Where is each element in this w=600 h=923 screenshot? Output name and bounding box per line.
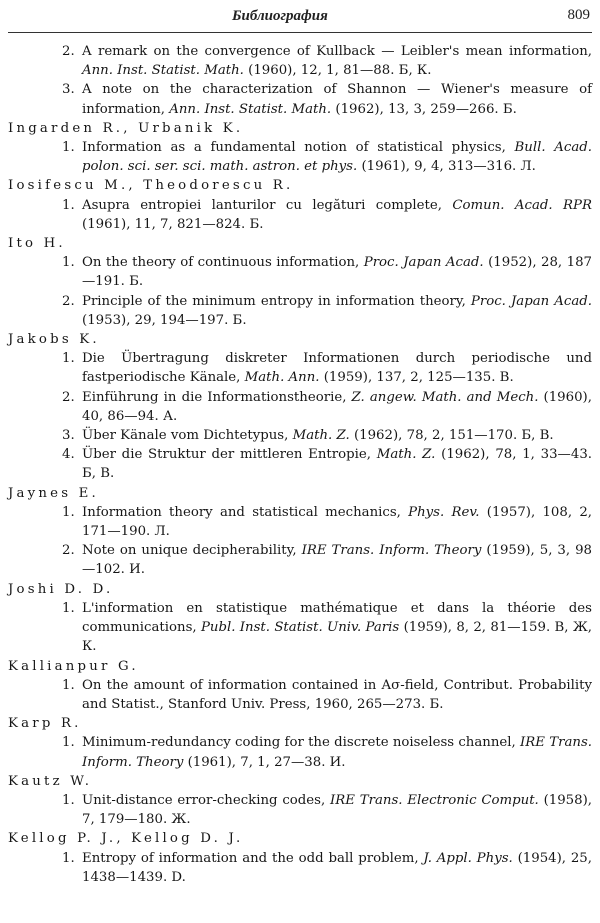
reference-title: L'information en statistique mathématique et dans la théorie des communications, — [82, 600, 592, 636]
reference-title: Einführung in die Informationstheorie, — [82, 389, 352, 405]
reference-item — [8, 733, 592, 771]
author-name: Jakobs K. — [8, 332, 100, 348]
bibliography-entry — [8, 580, 592, 657]
reference-details: (1960), 12, 1, 81—88. Б, К. — [243, 63, 432, 79]
reference-source: Ann. Inst. Statist. Math. — [82, 63, 244, 79]
bibliography-entry — [8, 484, 592, 580]
reference-source: IRE Trans. Inform. Theory — [301, 543, 482, 559]
reference-details: (1953), 29, 194—197. Б. — [82, 312, 247, 328]
reference-number: 1. — [62, 140, 75, 156]
reference-item — [8, 42, 592, 80]
reference-details: (1952), 28, 187—191. Б. — [82, 255, 592, 290]
reference-title: Information as a fundamental notion of statistical physics, — [82, 140, 515, 156]
reference-source: Proc. Japan Acad. — [363, 255, 484, 271]
bibliography-entry — [8, 714, 592, 772]
author-name: Iosifescu M., Theodorescu R. — [8, 178, 294, 194]
reference-details: (1959), 5, 3, 98—102. И. — [82, 543, 592, 578]
reference-title: Information theory and statistical mechanics, — [82, 504, 409, 520]
reference-item — [8, 388, 592, 426]
reference-item — [8, 138, 592, 176]
reference-number: 1. — [62, 197, 75, 213]
reference-details: (1959), 137, 2, 125—135. В. — [319, 370, 514, 386]
reference-title: Unit-distance error-checking codes, — [82, 792, 330, 808]
reference-number: 2. — [62, 293, 75, 309]
reference-details: (1962), 78, 1, 33—43. Б, В. — [82, 447, 593, 482]
reference-item — [8, 292, 592, 330]
reference-details: (1961), 11, 7, 821—824. Б. — [82, 216, 264, 232]
bibliography-entry — [8, 657, 592, 715]
reference-number: 2. — [62, 44, 75, 59]
reference-source: IRE Trans. Inform. Theory — [82, 735, 592, 770]
reference-number: 1. — [62, 677, 75, 693]
reference-item — [8, 541, 592, 579]
reference-item — [8, 791, 592, 829]
reference-source: Comun. Acad. RPR — [452, 197, 592, 213]
author-name: Joshi D. D. — [8, 581, 114, 597]
reference-item — [8, 849, 592, 887]
bibliography-entry — [8, 829, 592, 887]
reference-title: Note on unique decipherability, — [82, 543, 302, 559]
author-name: Kellog P. J., Kellog D. J. — [8, 831, 244, 847]
reference-details: (1961), 9, 4, 313—316. Л. — [357, 159, 536, 175]
reference-source: Phys. Rev. — [408, 504, 480, 520]
reference-title: A note on the characterization of Shannon — Wiener's measure of information, — [82, 82, 592, 117]
reference-source: Bull. Acad. polon. sci. ser. sci. math. astron. et phys. — [82, 140, 592, 175]
reference-number: 2. — [62, 543, 75, 559]
bibliography-entry — [8, 772, 592, 830]
author-name: Ito H. — [8, 236, 66, 252]
reference-details: (1958), 7, 179—180. Ж. — [82, 792, 593, 828]
reference-number: 4. — [62, 447, 75, 463]
reference-item — [8, 253, 592, 291]
reference-title: Entropy of information and the odd ball problem, — [82, 850, 424, 866]
author-name: Karp R. — [8, 716, 82, 732]
reference-number: 1. — [62, 351, 75, 367]
reference-title: Über Känale vom Dichtetypus, — [82, 428, 293, 444]
reference-title: Über die Struktur der mittleren Entropie, — [82, 447, 377, 463]
running-head: Библиография — [232, 8, 328, 24]
author-name: Kautz W. — [8, 773, 93, 789]
reference-number: 2. — [62, 389, 75, 405]
reference-item — [8, 349, 592, 387]
bibliography-entry — [8, 119, 592, 177]
reference-item — [8, 599, 592, 657]
reference-source: Proc. Japan Acad. — [470, 293, 592, 309]
reference-number: 3. — [62, 428, 75, 444]
reference-title: A remark on the convergence of Kullback — Leibler's mean information, — [82, 44, 592, 59]
reference-details: (1960), 40, 86—94. А. — [82, 389, 592, 424]
reference-details: (1959), 8, 2, 81—159. В, Ж, К. — [82, 620, 592, 655]
page-number: 809 — [567, 7, 590, 23]
reference-details: (1957), 108, 2, 171—190. Л. — [82, 504, 593, 540]
reference-number: 3. — [62, 82, 75, 98]
reference-number: 1. — [62, 255, 75, 271]
reference-item — [8, 196, 592, 234]
bibliography-entry — [8, 42, 592, 119]
reference-title: On the theory of continuous information, — [82, 255, 364, 271]
reference-number: 1. — [62, 792, 75, 808]
reference-number: 1. — [62, 504, 75, 520]
author-name: Ingarden R., Urbanik K. — [8, 120, 244, 136]
reference-title: Asupra entropiei lanturilor cu legături complete, — [82, 197, 453, 213]
reference-item — [8, 503, 592, 541]
reference-title: Principle of the minimum entropy in information theory, — [82, 293, 471, 309]
reference-title: Minimum-redundancy coding for the discrete noiseless channel, — [82, 735, 521, 751]
reference-source: Math. Z. — [292, 428, 350, 444]
reference-source: Publ. Inst. Statist. Univ. Paris — [200, 620, 400, 636]
reference-source: Math. Ann. — [244, 370, 320, 386]
reference-number: 1. — [62, 735, 75, 751]
reference-source: Ann. Inst. Statist. Math. — [169, 101, 332, 117]
reference-title: Die Übertragung diskreter Informationen durch periodische und fastperiodische Känale, — [82, 351, 592, 386]
reference-item — [8, 426, 592, 445]
reference-number: 1. — [62, 850, 75, 866]
bibliography-list — [8, 42, 592, 887]
reference-source: Z. angew. Math. and Mech. — [351, 389, 539, 405]
reference-details: (1962), 78, 2, 151—170. Б, В. — [349, 428, 554, 444]
reference-item — [8, 80, 592, 118]
reference-details: (1962), 13, 3, 259—266. Б. — [331, 101, 517, 117]
reference-source: Math. Z. — [376, 447, 436, 463]
author-name: Jaynes E. — [8, 485, 99, 501]
reference-source: IRE Trans. Electronic Comput. — [330, 792, 539, 808]
reference-title: On the amount of information contained in Aσ-field, Contribut. Probability and Statist., Stanford Univ. Press, 1960, 265—273. Б. — [82, 677, 592, 712]
page-header — [0, 6, 592, 30]
bibliography-entry — [8, 330, 592, 484]
reference-item — [8, 445, 592, 483]
author-name: Kallianpur G. — [8, 658, 139, 674]
header-rule — [8, 32, 592, 33]
bibliography-entry — [8, 176, 592, 234]
reference-details: (1954), 25, 1438—1439. D. — [82, 850, 592, 885]
reference-item — [8, 676, 592, 714]
reference-source: J. Appl. Phys. — [423, 850, 513, 866]
reference-details: (1961), 7, 1, 27—38. И. — [183, 754, 346, 770]
reference-number: 1. — [62, 600, 75, 616]
bibliography-entry — [8, 234, 592, 330]
